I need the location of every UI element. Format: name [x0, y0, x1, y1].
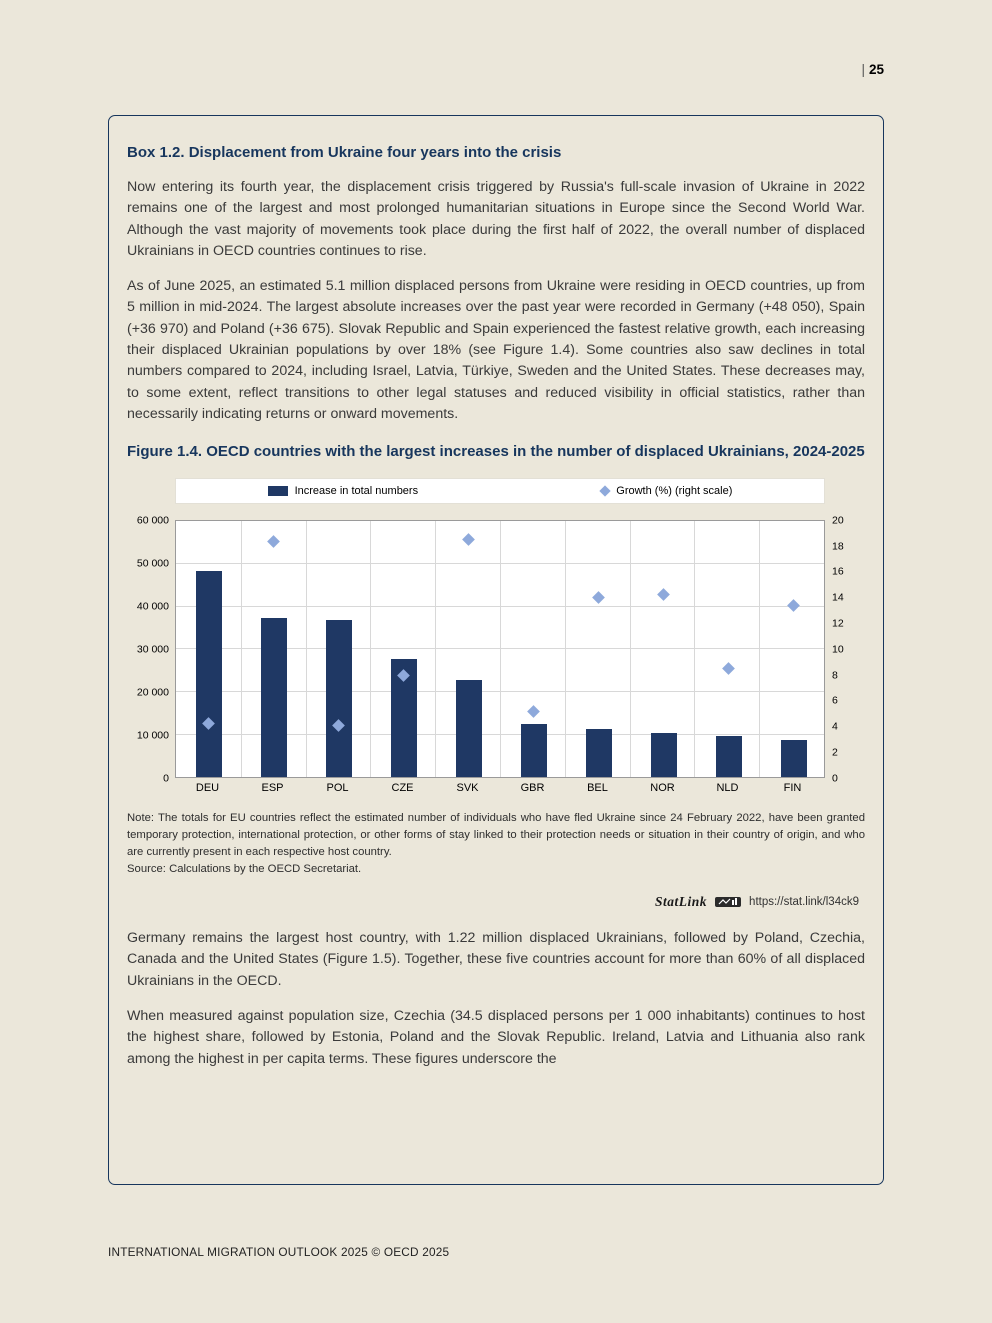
- box-title: Box 1.2. Displacement from Ukraine four years into the crisis: [127, 144, 562, 161]
- legend-label-bars: Increase in total numbers: [294, 485, 419, 498]
- x-tick-SVK: SVK: [456, 782, 479, 795]
- gridline-vertical: [306, 521, 307, 777]
- gridline-vertical: [435, 521, 436, 777]
- paragraph-intro: Now entering its fourth year, the displacement crisis triggered by Russia's full-scale invasion of Ukraine in 2022 remains one of the largest and most prolonged humanitarian situations in Europe since the Second World War. Although the vast majority of movements took place during the first half of 2022, the overall number of displaced Ukrainians in OECD countries continues to rise.: [127, 179, 865, 259]
- x-tick-DEU: DEU: [195, 782, 220, 795]
- gridline-vertical: [759, 521, 760, 777]
- y-left-tick: 0: [163, 772, 169, 785]
- statlink-url[interactable]: https://stat.link/l34ck9: [749, 896, 859, 909]
- bar-NLD: [716, 736, 742, 778]
- x-tick-POL: POL: [326, 782, 349, 795]
- legend-item-growth: [601, 485, 732, 497]
- bar-POL: [326, 620, 352, 778]
- x-tick-ESP: ESP: [261, 782, 284, 795]
- gridline-vertical: [370, 521, 371, 777]
- box-1-2-container: [108, 115, 884, 1185]
- y-right-tick: 6: [832, 694, 838, 707]
- y-right-tick: 8: [832, 668, 838, 681]
- bar-BEL: [586, 729, 612, 777]
- chart-legend: [175, 478, 825, 504]
- x-tick-CZE: CZE: [391, 782, 414, 795]
- y-right-tick: 18: [832, 539, 844, 552]
- x-tick-BEL: BEL: [587, 782, 608, 795]
- paragraph-estimates: As of June 2025, an estimated 5.1 million displaced persons from Ukraine were residing in OECD countries, up from 5 million in mid-2024. The largest absolute increases over the past year were recorded in Germany (+48 050), Spain (+36 970) and Poland (+36 675). Slovak Republic and Spain experienced the fastest relative growth, each increasing their displaced Ukrainian populations by over 18% (see Figure 1.4). Some countries also saw declines in total numbers compared to 2024, including Israel, Latvia, Türkiye, Sweden and the United States. These decreases may, to some extent, reflect transitions to other legal statuses and reduced visibility in official statistics, rather than necessarily indicating returns or onward movements.: [127, 278, 865, 422]
- growth-marker-FIN: [787, 599, 800, 612]
- statlink-logo-icon: [715, 896, 741, 908]
- growth-marker-GBR: [527, 705, 540, 718]
- page-number-value: 25: [868, 62, 884, 77]
- paragraph-host-countries: Germany remains the largest host country, with 1.22 million displaced Ukrainians, followed by Poland, Czechia, Canada and the United States (Figure 1.5). Together, these five countries account for more than 60% of all displaced Ukrainians in the OECD.: [127, 930, 865, 989]
- x-tick-NOR: NOR: [650, 782, 675, 795]
- y-right-tick: 2: [832, 746, 838, 759]
- figure-source: Source: Calculations by the OECD Secretariat.: [127, 863, 362, 876]
- bar-NOR: [651, 733, 677, 777]
- x-tick-NLD: NLD: [716, 782, 739, 795]
- growth-marker-ESP: [267, 535, 280, 548]
- y-left-tick: 20 000: [136, 686, 169, 699]
- gridline-vertical: [241, 521, 242, 777]
- y-left-tick: 40 000: [136, 600, 169, 613]
- plot-area: [175, 520, 825, 778]
- y-left-tick: 50 000: [136, 557, 169, 570]
- chart-body: [127, 514, 865, 785]
- y-right-tick: 14: [832, 591, 844, 604]
- statlink: [127, 894, 859, 910]
- y-right-tick: 0: [832, 772, 838, 785]
- figure-chart: [127, 478, 865, 794]
- x-tick-GBR: GBR: [520, 782, 545, 795]
- paragraph-per-capita: When measured against population size, Czechia (34.5 displaced persons per 1 000 inhabitants) continues to host the highest share, followed by Estonia, Poland and the Slovak Republic. Ireland, Latvia and Lithuania also rank among the highest in per capita terms. These figures underscore the: [127, 1007, 865, 1067]
- y-right-tick: 20: [832, 514, 844, 527]
- figure-note: Note: The totals for EU countries reflect the estimated number of individuals who have fled Ukraine since 24 February 2022, have been granted temporary protection, international protection, or other forms of stay linked to their protection needs or situation in their country of origin, and who are currently present in each respective host country.: [127, 812, 865, 859]
- growth-marker-BEL: [592, 592, 605, 605]
- figure-title: Figure 1.4. OECD countries with the largest increases in the number of displaced Ukrainians, 2024-2025: [127, 443, 865, 461]
- y-right-tick: 12: [832, 617, 844, 630]
- bar-FIN: [781, 740, 807, 777]
- y-left-tick: 30 000: [136, 643, 169, 656]
- x-axis: [175, 782, 825, 794]
- growth-marker-NOR: [657, 588, 670, 601]
- y-axis-right: [825, 514, 859, 785]
- bar-ESP: [261, 618, 287, 777]
- y-left-tick: 60 000: [136, 514, 169, 527]
- y-right-tick: 16: [832, 565, 844, 578]
- gridline-vertical: [630, 521, 631, 777]
- y-right-tick: 10: [832, 643, 844, 656]
- legend-label-growth: Growth (%) (right scale): [616, 485, 733, 498]
- bar-swatch-icon: [268, 486, 288, 496]
- gridline-vertical: [565, 521, 566, 777]
- x-tick-FIN: FIN: [783, 782, 802, 795]
- growth-marker-NLD: [722, 663, 735, 676]
- bar-GBR: [521, 724, 547, 777]
- report-footer: INTERNATIONAL MIGRATION OUTLOOK 2025 © OECD 2025: [108, 1245, 450, 1259]
- growth-marker-SVK: [462, 534, 475, 547]
- legend-item-bars: [268, 485, 419, 497]
- statlink-label: StatLink: [655, 894, 708, 910]
- bar-DEU: [196, 571, 222, 778]
- page-number-separator: |: [861, 62, 865, 77]
- gridline-vertical: [500, 521, 501, 777]
- gridline-vertical: [694, 521, 695, 777]
- bar-SVK: [456, 680, 482, 777]
- y-left-tick: 10 000: [136, 729, 169, 742]
- y-right-tick: 4: [832, 720, 838, 733]
- y-axis-left: [127, 514, 175, 785]
- diamond-marker-icon: [600, 486, 611, 497]
- page-number: [861, 62, 884, 77]
